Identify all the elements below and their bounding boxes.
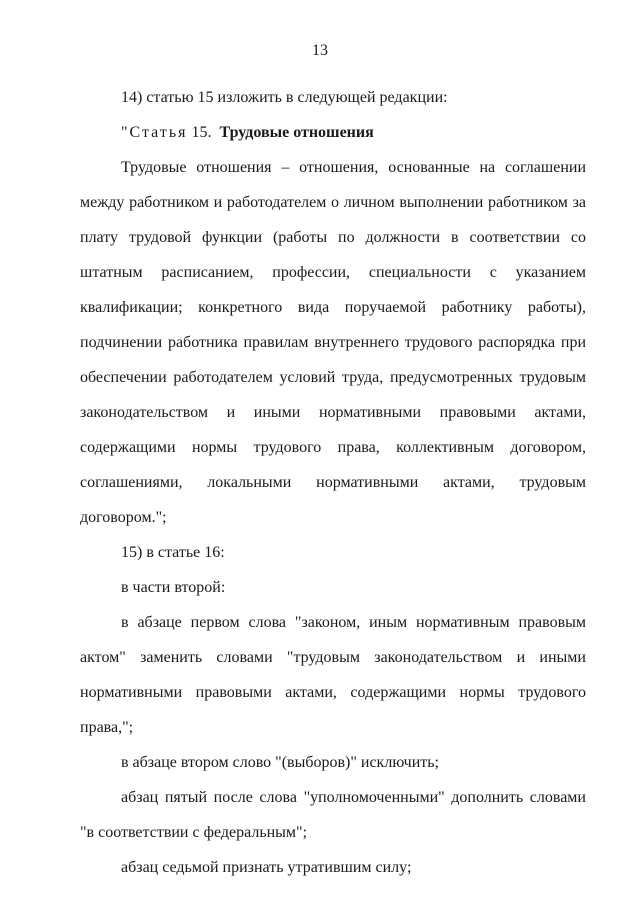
item-15-paragraph: 15) в статье 16: xyxy=(121,544,225,561)
article-body-paragraph: Трудовые отношения – отношения, основанные на соглашении между работником и работодателем о личном выполнении работником за плату трудовой функции (работы по должности в соответствии со штатным расписанием, профессии, специальности с указанием квалификации; конкретного вида поручаемой работнику работы), подчинении работника правилам внутреннего трудового распорядка при обеспечении работодателем условий труда, предусмотренных трудовым законодательством и иными нормативными правовыми актами, содержащими нормы трудового права, коллективным договором, соглашениями, локальными нормативными актами, трудовым договором."; xyxy=(80,159,586,526)
part-two-paragraph: в части второй: xyxy=(121,579,226,596)
paragraph-five-amendment: абзац пятый после слова "уполномоченными" дополнить словами "в соответствии с федеральным"; xyxy=(80,789,586,841)
article-heading xyxy=(80,115,586,150)
paragraph-seven-amendment: абзац седьмой признать утратившим силу; xyxy=(121,859,412,876)
page-number: 13 xyxy=(312,42,328,59)
document-body xyxy=(80,80,586,885)
item-14-paragraph: 14) статью 15 изложить в следующей редакции: xyxy=(121,89,448,106)
article-label: "Статья xyxy=(121,124,188,141)
article-number: 15. xyxy=(191,124,212,141)
paragraph-two-amendment: в абзаце втором слово "(выборов)" исключить; xyxy=(121,754,439,771)
article-title: Трудовые отношения xyxy=(219,124,374,141)
paragraph-one-amendment: в абзаце первом слова "законом, иным нормативным правовым актом" заменить словами "трудовым законодательством и иными нормативными правовыми актами, содержащими нормы трудового права,"; xyxy=(80,614,586,736)
